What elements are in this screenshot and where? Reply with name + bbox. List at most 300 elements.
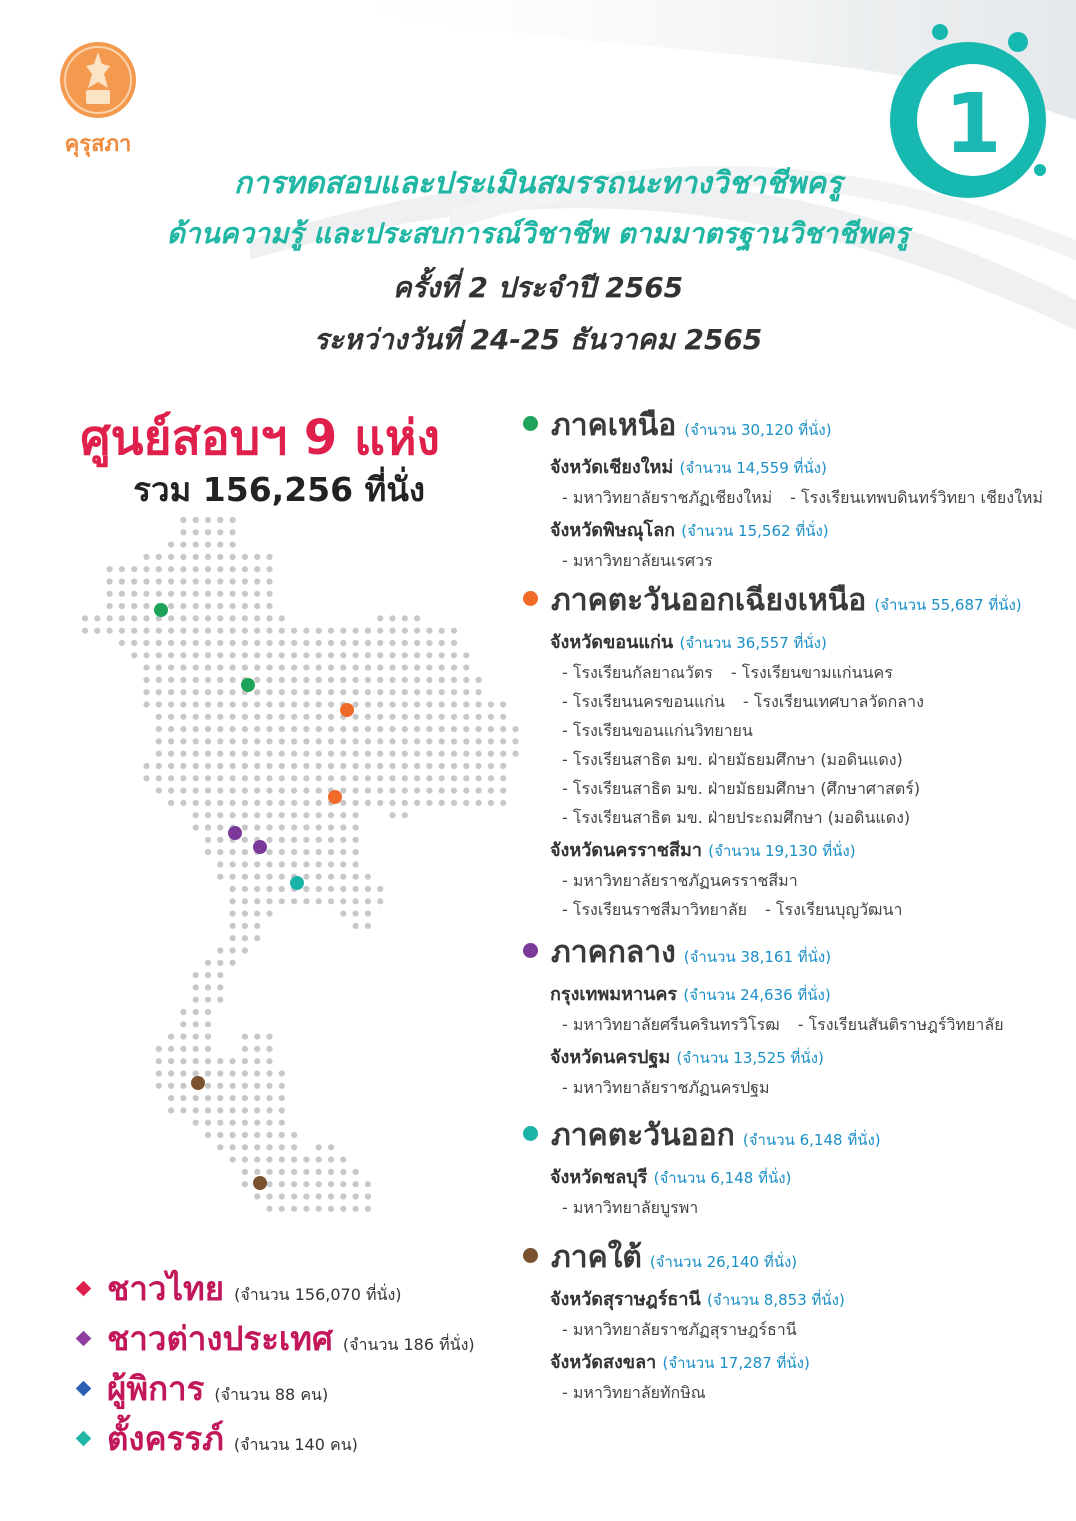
map-dot xyxy=(377,615,383,621)
map-dot xyxy=(242,1070,248,1076)
map-dot xyxy=(353,800,359,806)
map-dot xyxy=(291,800,297,806)
map-dot xyxy=(143,775,149,781)
map-dot xyxy=(266,665,272,671)
map-dot xyxy=(254,1058,260,1064)
map-dot xyxy=(303,1181,309,1187)
map-dot xyxy=(291,677,297,683)
map-dot xyxy=(353,1169,359,1175)
map-dot xyxy=(119,640,125,646)
map-dot xyxy=(230,578,236,584)
institution-row xyxy=(562,1010,1060,1039)
map-dot xyxy=(230,751,236,757)
map-dot xyxy=(242,628,248,634)
map-dot xyxy=(402,665,408,671)
map-dot xyxy=(291,861,297,867)
map-dot xyxy=(168,738,174,744)
map-dot xyxy=(389,640,395,646)
map-dot xyxy=(180,788,186,794)
map-dot xyxy=(205,652,211,658)
map-dot xyxy=(119,628,125,634)
map-dot xyxy=(389,763,395,769)
map-dot xyxy=(279,886,285,892)
map-dot xyxy=(242,566,248,572)
map-dot xyxy=(143,591,149,597)
map-dot xyxy=(303,874,309,880)
map-dot xyxy=(389,689,395,695)
map-dot xyxy=(303,898,309,904)
map-dot xyxy=(266,837,272,843)
map-dot xyxy=(340,788,346,794)
institution-row xyxy=(562,687,1060,716)
map-dot xyxy=(205,615,211,621)
map-dot xyxy=(426,640,432,646)
map-dot xyxy=(340,812,346,818)
map-dot xyxy=(266,726,272,732)
map-dot xyxy=(328,849,334,855)
map-dot xyxy=(180,1034,186,1040)
map-dot xyxy=(217,652,223,658)
map-dot xyxy=(316,726,322,732)
map-dot xyxy=(168,542,174,548)
map-dot xyxy=(254,911,260,917)
map-dot xyxy=(242,1107,248,1113)
map-dot xyxy=(463,751,469,757)
map-dot xyxy=(119,566,125,572)
map-dot xyxy=(303,824,309,830)
map-dot xyxy=(402,628,408,634)
map-dot xyxy=(340,849,346,855)
map-dot xyxy=(353,738,359,744)
map-dot xyxy=(230,874,236,880)
region-header xyxy=(520,1234,1060,1281)
map-dot xyxy=(316,775,322,781)
map-dot xyxy=(414,714,420,720)
map-dot xyxy=(353,751,359,757)
map-dot xyxy=(340,1169,346,1175)
map-dot xyxy=(217,603,223,609)
institution-name: - โรงเรียนบุญวัฒนา xyxy=(765,900,903,919)
map-dot xyxy=(254,677,260,683)
map-dot xyxy=(353,665,359,671)
map-dot xyxy=(205,542,211,548)
map-dot xyxy=(476,714,482,720)
map-dot xyxy=(279,1070,285,1076)
map-dot xyxy=(316,800,322,806)
map-dot xyxy=(365,874,371,880)
map-dot xyxy=(168,615,174,621)
map-dot xyxy=(328,898,334,904)
map-dot xyxy=(156,689,162,695)
map-dot xyxy=(279,1095,285,1101)
map-dot xyxy=(230,529,236,535)
map-dot xyxy=(242,1058,248,1064)
map-dot xyxy=(180,554,186,560)
region-header xyxy=(520,577,1060,624)
map-dot xyxy=(217,751,223,757)
institution-name: - มหาวิทยาลัยราชภัฏสุราษฎร์ธานี xyxy=(562,1320,797,1339)
map-dot xyxy=(193,677,199,683)
map-dot xyxy=(500,763,506,769)
map-dot xyxy=(451,726,457,732)
province-line xyxy=(550,1043,1060,1073)
map-dot xyxy=(180,738,186,744)
map-dot xyxy=(242,800,248,806)
map-dot xyxy=(193,689,199,695)
map-dot xyxy=(377,788,383,794)
map-dot xyxy=(156,1058,162,1064)
map-dot xyxy=(217,947,223,953)
map-dot xyxy=(230,1107,236,1113)
map-dot xyxy=(217,529,223,535)
map-dot xyxy=(242,726,248,732)
region-dot-icon xyxy=(523,943,538,958)
map-dot xyxy=(107,628,113,634)
map-dot xyxy=(291,751,297,757)
map-dot xyxy=(205,763,211,769)
map-dot xyxy=(266,1144,272,1150)
map-dot xyxy=(451,775,457,781)
map-dot xyxy=(291,775,297,781)
map-dot xyxy=(254,1083,260,1089)
map-dot xyxy=(389,714,395,720)
map-dot xyxy=(193,726,199,732)
map-dot xyxy=(242,763,248,769)
map-dot xyxy=(266,1046,272,1052)
institution-row xyxy=(562,774,1060,803)
map-dot xyxy=(439,775,445,781)
map-dot xyxy=(168,1107,174,1113)
region-count: (จำนวน 26,140 ที่นั่ง) xyxy=(649,1253,798,1271)
map-dot xyxy=(365,923,371,929)
map-dot xyxy=(353,886,359,892)
map-dot xyxy=(353,911,359,917)
map-dot xyxy=(414,726,420,732)
map-dot xyxy=(463,775,469,781)
map-dot xyxy=(303,689,309,695)
map-dot xyxy=(402,652,408,658)
map-dot xyxy=(156,726,162,732)
map-dot xyxy=(463,714,469,720)
map-dot xyxy=(463,665,469,671)
map-dot xyxy=(353,1193,359,1199)
map-dot xyxy=(402,640,408,646)
map-dot xyxy=(377,898,383,904)
map-dot xyxy=(365,1193,371,1199)
map-dot xyxy=(316,1169,322,1175)
map-dot xyxy=(439,689,445,695)
map-dot xyxy=(316,861,322,867)
map-dot xyxy=(193,665,199,671)
map-dot xyxy=(168,1046,174,1052)
map-dot xyxy=(303,1169,309,1175)
map-dot xyxy=(193,578,199,584)
map-dot xyxy=(328,1169,334,1175)
map-dot xyxy=(254,923,260,929)
map-dot xyxy=(328,665,334,671)
map-dot xyxy=(279,1193,285,1199)
map-dot xyxy=(353,874,359,880)
map-dot xyxy=(217,800,223,806)
map-dot xyxy=(316,714,322,720)
map-dot xyxy=(291,652,297,658)
map-dot xyxy=(279,1132,285,1138)
map-dot xyxy=(94,615,100,621)
map-dot xyxy=(451,640,457,646)
map-dot xyxy=(463,677,469,683)
map-dot xyxy=(291,1144,297,1150)
map-dot xyxy=(389,751,395,757)
map-dot xyxy=(353,837,359,843)
map-dot xyxy=(230,591,236,597)
map-dot xyxy=(168,701,174,707)
map-dot xyxy=(279,1169,285,1175)
map-dot xyxy=(414,652,420,658)
map-dot xyxy=(230,861,236,867)
map-dot xyxy=(291,1132,297,1138)
map-dot xyxy=(82,628,88,634)
map-dot xyxy=(230,849,236,855)
map-dot xyxy=(353,628,359,634)
province-line xyxy=(550,1348,1060,1378)
map-dot xyxy=(205,960,211,966)
map-dot xyxy=(389,738,395,744)
map-dot xyxy=(328,751,334,757)
institution-row xyxy=(562,745,1060,774)
map-dot xyxy=(365,701,371,707)
map-dot xyxy=(242,824,248,830)
map-dot xyxy=(439,714,445,720)
map-dot xyxy=(389,615,395,621)
map-dot xyxy=(303,837,309,843)
map-dot xyxy=(254,554,260,560)
map-dot xyxy=(365,775,371,781)
map-dot xyxy=(193,714,199,720)
map-dot xyxy=(353,726,359,732)
map-dot xyxy=(303,849,309,855)
map-dot xyxy=(303,677,309,683)
map-dot xyxy=(180,1107,186,1113)
map-dot xyxy=(353,1206,359,1212)
diamond-bullet-icon xyxy=(76,1331,92,1347)
map-dot xyxy=(242,640,248,646)
map-dot xyxy=(279,812,285,818)
map-dot xyxy=(463,788,469,794)
map-dot xyxy=(426,714,432,720)
map-dot xyxy=(217,972,223,978)
map-dot xyxy=(168,578,174,584)
region-dot-icon xyxy=(523,1126,538,1141)
map-dot xyxy=(266,824,272,830)
map-dot xyxy=(168,689,174,695)
map-dot xyxy=(193,1070,199,1076)
badge-number: 1 xyxy=(944,77,1002,172)
map-dot xyxy=(279,1107,285,1113)
map-dot xyxy=(143,701,149,707)
title-line-4: ระหว่างวันที่ 24-25 ธันวาคม 2565 xyxy=(313,323,763,356)
map-dot xyxy=(291,1181,297,1187)
map-dot xyxy=(193,542,199,548)
map-dot xyxy=(291,837,297,843)
map-dot xyxy=(316,849,322,855)
map-dot xyxy=(180,677,186,683)
map-dot xyxy=(193,775,199,781)
exam-center-marker-icon xyxy=(290,876,304,890)
map-dot xyxy=(340,824,346,830)
map-dot xyxy=(488,701,494,707)
map-dot xyxy=(205,1058,211,1064)
map-dot xyxy=(426,677,432,683)
map-dot xyxy=(316,1144,322,1150)
institution-row xyxy=(562,1073,1060,1102)
region-dot-icon xyxy=(523,591,538,606)
map-dot xyxy=(402,751,408,757)
map-dot xyxy=(512,738,518,744)
map-dot xyxy=(365,898,371,904)
map-dot xyxy=(279,714,285,720)
map-dot xyxy=(476,738,482,744)
map-dot xyxy=(217,960,223,966)
map-dot xyxy=(193,554,199,560)
map-dot xyxy=(279,726,285,732)
map-dot xyxy=(279,788,285,794)
map-dot xyxy=(242,1034,248,1040)
map-dot xyxy=(402,726,408,732)
map-dot xyxy=(389,652,395,658)
map-dot xyxy=(254,824,260,830)
province-count: (จำนวน 24,636 ที่นั่ง) xyxy=(683,986,831,1004)
map-dot xyxy=(193,517,199,523)
map-dot xyxy=(119,603,125,609)
map-dot xyxy=(230,763,236,769)
map-dot xyxy=(254,1120,260,1126)
map-dot xyxy=(291,898,297,904)
map-dot xyxy=(291,1157,297,1163)
map-dot xyxy=(242,812,248,818)
region-dot-icon xyxy=(523,416,538,431)
map-dot xyxy=(365,714,371,720)
map-dot xyxy=(266,628,272,634)
map-dot xyxy=(242,701,248,707)
institution-name: - โรงเรียนเทศบาลวัดกลาง xyxy=(742,692,924,711)
map-dot xyxy=(180,1009,186,1015)
map-dot xyxy=(143,677,149,683)
diamond-bullet-icon xyxy=(76,1431,92,1447)
map-dot xyxy=(205,800,211,806)
logo-text: คุรุสภา xyxy=(64,132,132,157)
map-dot xyxy=(402,714,408,720)
region-name: ภาคใต้ xyxy=(551,1240,642,1275)
province-count: (จำนวน 15,562 ที่นั่ง) xyxy=(681,522,829,540)
map-dot xyxy=(353,788,359,794)
map-dot xyxy=(353,689,359,695)
province-count: (จำนวน 19,130 ที่นั่ง) xyxy=(708,842,856,860)
map-dot xyxy=(143,554,149,560)
map-dot xyxy=(291,701,297,707)
map-dot xyxy=(230,603,236,609)
map-dot xyxy=(377,738,383,744)
institution-row xyxy=(562,803,1060,832)
map-dot xyxy=(168,628,174,634)
institution-name: - มหาวิทยาลัยนเรศวร xyxy=(562,551,713,570)
map-dot xyxy=(266,898,272,904)
map-dot xyxy=(389,775,395,781)
map-dot xyxy=(488,714,494,720)
map-dot xyxy=(328,812,334,818)
map-dot xyxy=(328,1144,334,1150)
map-dot xyxy=(168,763,174,769)
map-dot xyxy=(217,628,223,634)
map-dot xyxy=(414,665,420,671)
map-dot xyxy=(377,751,383,757)
map-dot xyxy=(488,788,494,794)
map-dot xyxy=(217,788,223,794)
map-dot xyxy=(303,1206,309,1212)
map-dot xyxy=(377,665,383,671)
map-dot xyxy=(316,763,322,769)
map-dot xyxy=(242,665,248,671)
map-dot xyxy=(193,652,199,658)
map-dot xyxy=(389,628,395,634)
map-dot xyxy=(316,652,322,658)
institution-name: - มหาวิทยาลัยราชภัฏเชียงใหม่ xyxy=(562,488,773,507)
map-dot xyxy=(463,763,469,769)
map-dot xyxy=(279,1120,285,1126)
province-name: จังหวัดเชียงใหม่ xyxy=(550,457,680,478)
map-dot xyxy=(266,886,272,892)
map-dot xyxy=(426,665,432,671)
map-dot xyxy=(168,751,174,757)
institution-name: - โรงเรียนราชสีมาวิทยาลัย xyxy=(562,900,748,919)
map-dot xyxy=(291,763,297,769)
map-dot xyxy=(205,554,211,560)
map-dot xyxy=(316,751,322,757)
map-dot xyxy=(230,1058,236,1064)
map-dot xyxy=(316,1157,322,1163)
map-dot xyxy=(230,935,236,941)
map-dot xyxy=(107,603,113,609)
map-dot xyxy=(242,615,248,621)
title-line-1: การทดสอบและประเมินสมรรถนะทางวิชาชีพครู xyxy=(233,166,843,201)
map-dot xyxy=(463,689,469,695)
map-dot xyxy=(180,714,186,720)
map-dot xyxy=(389,677,395,683)
map-dot xyxy=(353,677,359,683)
map-dot xyxy=(242,898,248,904)
map-dot xyxy=(230,677,236,683)
map-dot xyxy=(193,615,199,621)
institution-name: - มหาวิทยาลัยราชภัฏนครราชสีมา xyxy=(562,871,798,890)
map-dot xyxy=(230,911,236,917)
map-dot xyxy=(291,640,297,646)
map-dot xyxy=(94,628,100,634)
map-dot xyxy=(426,751,432,757)
map-dot xyxy=(242,1144,248,1150)
map-dot xyxy=(217,665,223,671)
map-dot xyxy=(451,701,457,707)
map-dot xyxy=(340,1193,346,1199)
map-dot xyxy=(242,788,248,794)
map-dot xyxy=(266,812,272,818)
map-dot xyxy=(217,1144,223,1150)
map-dot xyxy=(168,554,174,560)
map-dot xyxy=(365,911,371,917)
map-dot xyxy=(143,689,149,695)
map-dot xyxy=(316,1206,322,1212)
diamond-bullet-icon xyxy=(76,1281,92,1297)
map-dot xyxy=(377,775,383,781)
map-dot xyxy=(365,628,371,634)
